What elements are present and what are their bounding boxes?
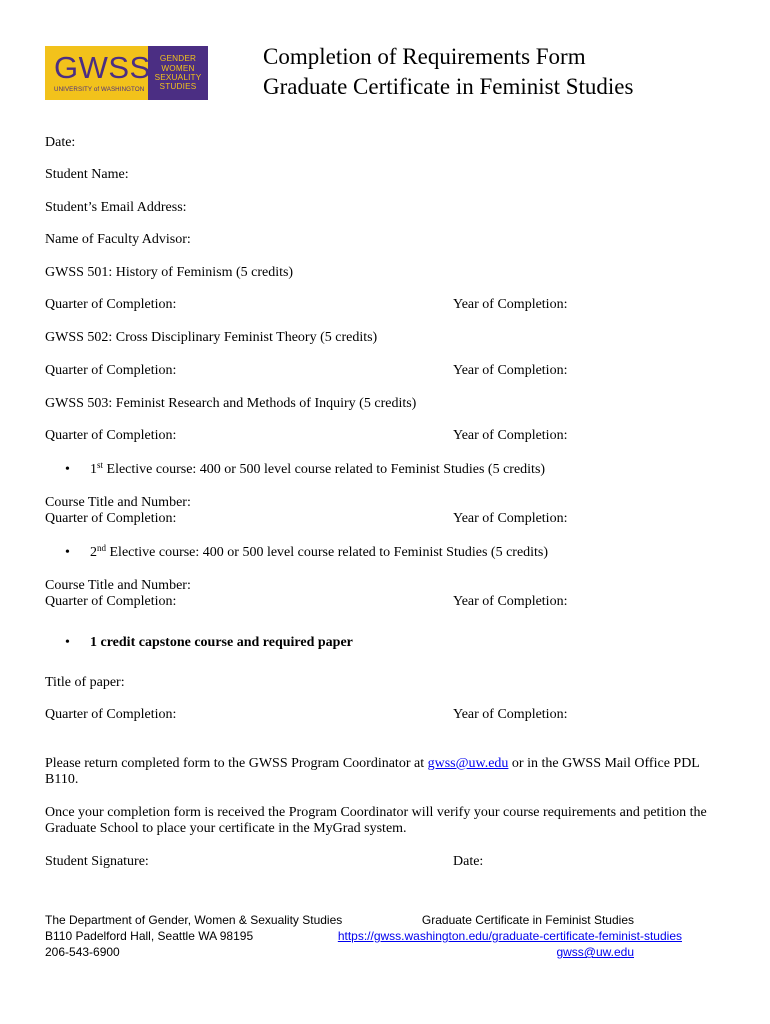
elective-2-ordinal: 2 — [90, 545, 97, 560]
coordinator-email-link[interactable]: gwss@uw.edu — [427, 756, 509, 771]
course-501-title: GWSS 501: History of Feminism (5 credits) — [45, 265, 294, 280]
verify-instructions-line2: Graduate School to place your certificate in the MyGrad system. — [45, 821, 407, 836]
course-501-quarter-label: Quarter of Completion: — [45, 297, 177, 312]
elective-2-text: Elective course: 400 or 500 level course related to Feminist Studies (5 credits) — [106, 545, 549, 560]
elective-2-year-label: Year of Completion: — [453, 594, 568, 609]
logo-uw-text: UNIVERSITY of WASHINGTON — [54, 86, 145, 93]
logo-word: SEXUALITY — [154, 73, 202, 82]
course-503-quarter-label: Quarter of Completion: — [45, 428, 177, 443]
bullet-icon: • — [65, 462, 70, 477]
elective-2-suffix: nd — [97, 543, 106, 553]
date-field-label: Date: — [45, 135, 76, 150]
course-502-title: GWSS 502: Cross Disciplinary Feminist Theory (5 credits) — [45, 330, 378, 345]
elective-2-course-title-label: Course Title and Number: — [45, 578, 191, 593]
signature-date-label: Date: — [453, 854, 484, 869]
capstone-heading: 1 credit capstone course and required paper — [90, 635, 353, 650]
elective-1-year-label: Year of Completion: — [453, 511, 568, 526]
return-instructions-post: or in the GWSS Mail Office PDL — [508, 756, 700, 771]
elective-1-quarter-label: Quarter of Completion: — [45, 511, 177, 526]
logo-yellow-block — [45, 46, 151, 100]
capstone-quarter-label: Quarter of Completion: — [45, 707, 177, 722]
verify-instructions-line1: Once your completion form is received the Program Coordinator will verify your course requirements and petition the — [45, 805, 707, 820]
elective-1-suffix: st — [97, 460, 104, 470]
elective-1-ordinal: 1 — [90, 462, 97, 477]
logo-purple-block — [148, 46, 208, 100]
student-name-label: Student Name: — [45, 167, 129, 182]
form-subtitle: Graduate Certificate in Feminist Studies — [263, 74, 634, 99]
return-instructions — [45, 756, 700, 772]
form-title: Completion of Requirements Form — [263, 44, 586, 69]
footer-program-title: Graduate Certificate in Feminist Studies — [421, 913, 634, 927]
gwss-logo — [45, 46, 208, 100]
student-signature-label: Student Signature: — [45, 854, 149, 869]
elective-1-course-title-label: Course Title and Number: — [45, 495, 191, 510]
return-instructions-line2: B110. — [45, 772, 79, 787]
logo-word: STUDIES — [159, 82, 197, 92]
course-503-year-label: Year of Completion: — [453, 428, 568, 443]
course-503-title: GWSS 503: Feminist Research and Methods of Inquiry (5 credits) — [45, 396, 417, 411]
student-email-label: Student’s Email Address: — [45, 200, 187, 215]
logo-gwss-text: GWSS — [54, 50, 151, 85]
elective-1-text: Elective course: 400 or 500 level course related to Feminist Studies (5 credits) — [103, 462, 546, 477]
course-502-year-label: Year of Completion: — [453, 363, 568, 378]
bullet-icon: • — [65, 635, 70, 650]
logo-word: GENDER — [159, 54, 197, 64]
elective-2-quarter-label: Quarter of Completion: — [45, 594, 177, 609]
footer-address: B110 Padelford Hall, Seattle WA 98195 — [45, 929, 254, 943]
elective-2-heading — [90, 545, 548, 561]
paper-title-label: Title of paper: — [45, 675, 125, 690]
footer-email-link[interactable]: gwss@uw.edu — [556, 945, 634, 959]
capstone-year-label: Year of Completion: — [453, 707, 568, 722]
elective-1-heading — [90, 462, 545, 478]
course-502-quarter-label: Quarter of Completion: — [45, 363, 177, 378]
footer-phone: 206-543-6900 — [45, 945, 120, 959]
faculty-advisor-label: Name of Faculty Advisor: — [45, 232, 191, 247]
logo-word: WOMEN — [161, 63, 195, 73]
bullet-icon: • — [65, 545, 70, 560]
footer-url-link[interactable]: https://gwss.washington.edu/graduate-certificate-feminist-studies — [337, 929, 682, 943]
return-instructions-pre: Please return completed form to the GWSS Program Coordinator at — [45, 756, 428, 771]
footer-department: The Department of Gender, Women & Sexuality Studies — [45, 913, 343, 927]
course-501-year-label: Year of Completion: — [453, 297, 568, 312]
